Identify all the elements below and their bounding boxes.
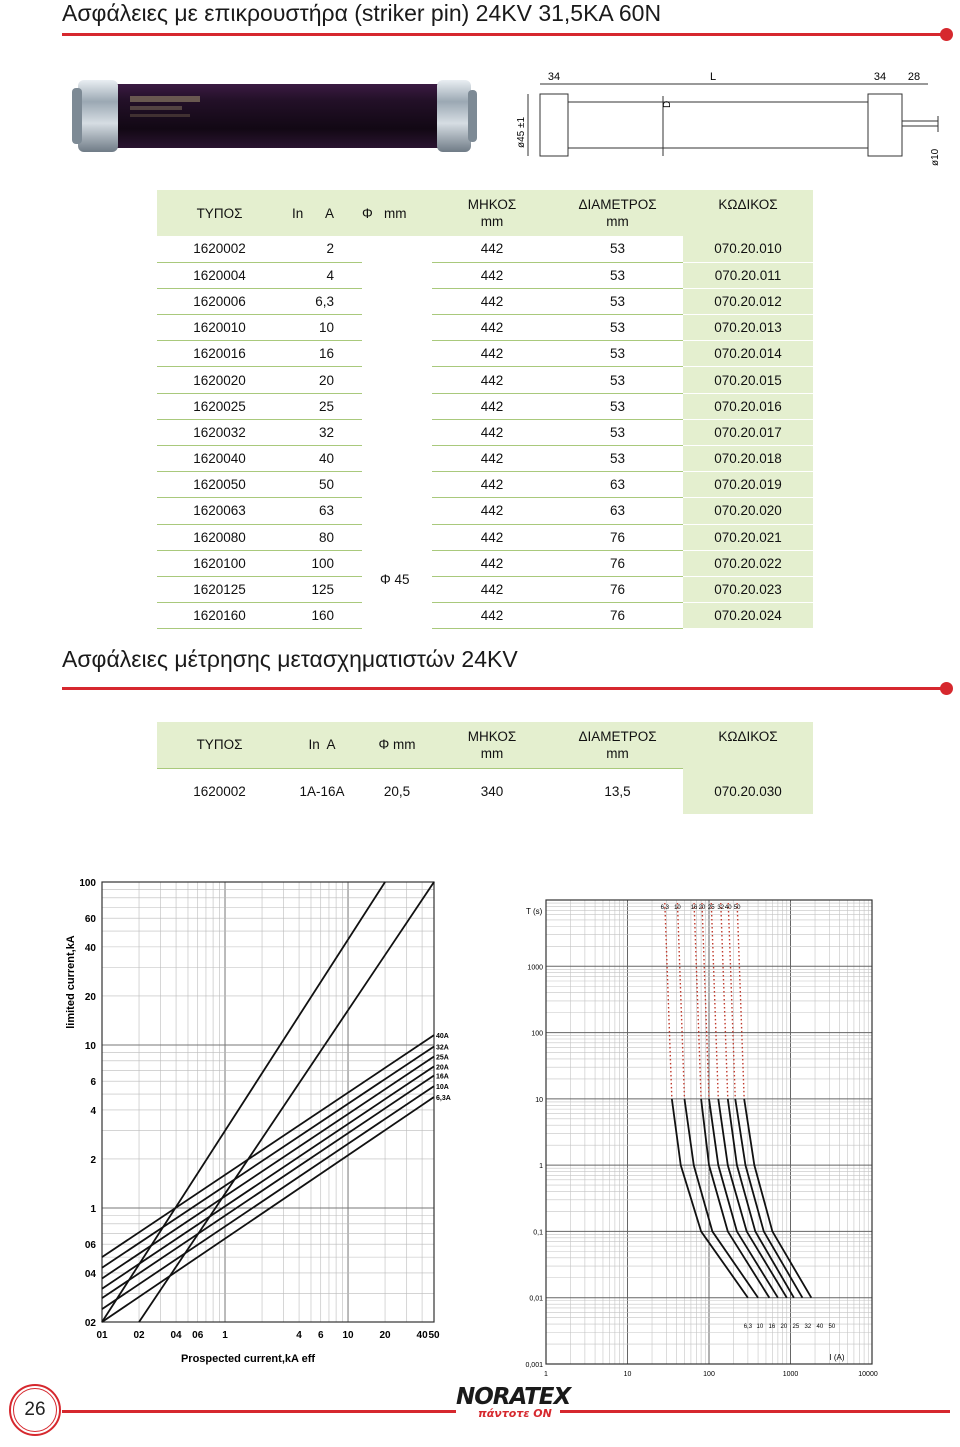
dimension-drawing (508, 66, 948, 176)
cell-type: 1620002 (157, 768, 282, 814)
x-tick-label: 1000 (782, 1371, 799, 1378)
time-current-chart-svg (510, 872, 902, 1378)
series-label-top: 20 (698, 905, 706, 911)
y-tick-label: 40 (84, 942, 96, 954)
y-tick-label: 4 (90, 1105, 96, 1117)
series-label-bottom: 20 (780, 1323, 788, 1330)
cell-in: 25 (282, 393, 362, 419)
logo-main-text: NORATEX (456, 1384, 571, 1410)
cell-type: 1620002 (157, 236, 282, 262)
x-tick-label: 40 (416, 1330, 428, 1341)
col-header-in: In A (282, 190, 362, 236)
cell-diameter: 53 (552, 393, 683, 419)
current-limiting-chart (62, 870, 451, 1370)
cell-code: 070.20.013 (683, 315, 813, 341)
y-tick-label: 06 (84, 1240, 96, 1252)
y-axis-label: T (s) (526, 907, 543, 916)
fuse-photo (72, 78, 477, 160)
series-label: 25A (436, 1054, 449, 1062)
cell-length: 442 (432, 367, 552, 393)
cell-diameter: 76 (552, 550, 683, 576)
cell-length: 442 (432, 550, 552, 576)
y-tick-label: 100 (531, 1030, 543, 1038)
x-tick-label: 10 (623, 1371, 632, 1378)
col-header-code: ΚΩΔΙΚΟΣ (683, 190, 813, 236)
page-number-badge (9, 1384, 61, 1436)
x-tick-label: 1 (222, 1330, 228, 1341)
table-row (157, 236, 813, 262)
cell-in: 4 (282, 262, 362, 288)
series-label: 16A (436, 1073, 449, 1081)
table-body (157, 236, 813, 629)
section-rule-dot (940, 682, 953, 695)
x-tick-label: 20 (379, 1330, 391, 1341)
section-rule (62, 687, 942, 690)
cell-code: 070.20.016 (683, 393, 813, 419)
cell-diameter: 53 (552, 367, 683, 393)
table-row (157, 576, 813, 602)
col-header-type: ΤΥΠΟΣ (157, 722, 282, 768)
col-header-phi: Φ mm (362, 722, 432, 768)
cell-type: 1620125 (157, 576, 282, 602)
x-tick-label: 50 (428, 1330, 440, 1341)
cell-type: 1620004 (157, 262, 282, 288)
dim-L: L (709, 71, 717, 83)
dim-phi45: ø45 ±1 (516, 116, 527, 148)
series-label-bottom: 32 (804, 1323, 812, 1330)
series-label-bottom: 10 (756, 1323, 764, 1330)
current-limiting-chart-svg (62, 870, 451, 1370)
y-tick-label: 10 (84, 1041, 96, 1053)
cell-in: 160 (282, 603, 362, 629)
col-header-diameter: ΔΙΑΜΕΤΡΟΣ mm (552, 722, 683, 768)
cell-diameter: 53 (552, 262, 683, 288)
cell-diameter: 63 (552, 472, 683, 498)
y-tick-label: 6 (90, 1077, 96, 1089)
cell-diameter: 53 (552, 236, 683, 262)
y-tick-label: 0,01 (529, 1295, 543, 1303)
table-header-row (157, 190, 813, 236)
section-title-striker-fuses: Ασφάλειες με επικρουστήρα (striker pin) 24KV 31,5KA 60N (62, 0, 662, 26)
table-row (157, 367, 813, 393)
y-tick-label: 60 (84, 914, 96, 926)
dim-D: D (662, 100, 673, 108)
series-label-top: 25 (707, 905, 715, 911)
x-axis-label: I (A) (829, 1353, 845, 1362)
series-label: 10A (436, 1084, 449, 1092)
series-label-top: 32 (717, 905, 725, 911)
cell-diameter: 13,5 (552, 768, 683, 814)
cell-in: 32 (282, 419, 362, 445)
series-curve (709, 1099, 778, 1298)
table-row (157, 315, 813, 341)
y-axis-label: limited current,kA (65, 935, 77, 1029)
dim-phi10: ø10 (930, 148, 941, 166)
x-tick-label: 10000 (858, 1371, 878, 1378)
cell-diameter: 53 (552, 288, 683, 314)
table-row (157, 341, 813, 367)
cell-type: 1620040 (157, 446, 282, 472)
cell-length: 442 (432, 315, 552, 341)
cell-code: 070.20.014 (683, 341, 813, 367)
dim-34-left: 34 (547, 71, 561, 83)
cell-in: 2 (282, 236, 362, 262)
col-header-in: In A (282, 722, 362, 768)
y-tick-label: 1 (539, 1163, 543, 1171)
striker-fuse-table (157, 190, 813, 629)
cell-code: 070.20.012 (683, 288, 813, 314)
cell-in: 50 (282, 472, 362, 498)
cell-type: 1620050 (157, 472, 282, 498)
cell-diameter: 53 (552, 446, 683, 472)
cell-diameter: 53 (552, 341, 683, 367)
cell-code: 070.20.023 (683, 576, 813, 602)
series-label-top: 10 (674, 905, 681, 911)
table-row (157, 498, 813, 524)
cell-code: 070.20.010 (683, 236, 813, 262)
col-header-code: ΚΩΔΙΚΟΣ (683, 722, 813, 768)
table-row (157, 768, 813, 814)
cell-type: 1620016 (157, 341, 282, 367)
cell-length: 442 (432, 446, 552, 472)
series-line (102, 1057, 434, 1279)
cell-type: 1620010 (157, 315, 282, 341)
page-number: 26 (24, 1399, 46, 1420)
x-tick-label: 02 (133, 1330, 145, 1341)
cell-diameter: 53 (552, 315, 683, 341)
cell-length: 442 (432, 393, 552, 419)
cell-length: 442 (432, 603, 552, 629)
cell-in: 10 (282, 315, 362, 341)
series-label-top: 40 (724, 905, 732, 911)
y-tick-label: 100 (79, 878, 96, 889)
table-row (157, 419, 813, 445)
cell-type: 1620100 (157, 550, 282, 576)
x-tick-label: 04 (170, 1330, 182, 1341)
x-axis-label: Prospected current,kA eff (180, 1353, 316, 1365)
cell-code: 070.20.024 (683, 603, 813, 629)
cell-length: 442 (432, 288, 552, 314)
cell-length: 442 (432, 498, 552, 524)
cell-type: 1620020 (157, 367, 282, 393)
cell-code: 070.20.015 (683, 367, 813, 393)
cell-type: 1620006 (157, 288, 282, 314)
cell-diameter: 76 (552, 524, 683, 550)
cell-length: 442 (432, 341, 552, 367)
series-line (102, 1046, 434, 1267)
x-tick-label: 10 (342, 1330, 354, 1341)
table-row (157, 550, 813, 576)
logo-sub-text: πάντοτε ON (478, 1407, 552, 1420)
cell-phi: Φ 45 (380, 572, 410, 587)
cell-in: 63 (282, 498, 362, 524)
x-tick-label: 06 (192, 1330, 204, 1341)
cell-in: 1A-16A (282, 768, 362, 814)
cell-diameter: 76 (552, 576, 683, 602)
cell-type: 1620025 (157, 393, 282, 419)
cell-code: 070.20.021 (683, 524, 813, 550)
cell-length: 442 (432, 576, 552, 602)
cell-length: 442 (432, 472, 552, 498)
cell-type: 1620080 (157, 524, 282, 550)
cell-length: 340 (432, 768, 552, 814)
col-header-type: ΤΥΠΟΣ (157, 190, 282, 236)
col-header-phi: Φ mm (362, 190, 432, 236)
series-label-bottom: 50 (828, 1323, 836, 1330)
y-tick-label: 04 (84, 1268, 96, 1280)
cell-type: 1620063 (157, 498, 282, 524)
asymptote-line (139, 882, 434, 1322)
cell-code: 070.20.017 (683, 419, 813, 445)
table-row (157, 288, 813, 314)
table-row (157, 393, 813, 419)
table-row (157, 262, 813, 288)
cell-length: 442 (432, 524, 552, 550)
table-row (157, 524, 813, 550)
table-row (157, 603, 813, 629)
table-row (157, 472, 813, 498)
series-label-bottom: 40 (816, 1323, 824, 1330)
cell-code: 070.20.019 (683, 472, 813, 498)
y-tick-label: 0,1 (533, 1229, 543, 1237)
cell-diameter: 63 (552, 498, 683, 524)
cell-code: 070.20.030 (683, 768, 813, 814)
series-label-bottom: 16 (768, 1323, 776, 1330)
y-tick-label: 02 (84, 1318, 96, 1329)
col-header-length: ΜΗΚΟΣ mm (432, 722, 552, 768)
cell-type: 1620160 (157, 603, 282, 629)
cell-length: 442 (432, 262, 552, 288)
cell-diameter: 76 (552, 603, 683, 629)
cell-in: 6,3 (282, 288, 362, 314)
x-tick-label: 01 (96, 1330, 108, 1341)
series-label: 32A (436, 1044, 449, 1052)
series-label-top: 50 (733, 905, 741, 911)
cell-in: 125 (282, 576, 362, 602)
cell-in: 100 (282, 550, 362, 576)
cell-in: 40 (282, 446, 362, 472)
x-tick-label: 6 (317, 1330, 324, 1341)
series-label-top: 16 (690, 905, 698, 911)
x-tick-label: 4 (296, 1330, 302, 1341)
series-label: 6,3A (436, 1094, 451, 1102)
series-label-bottom: 6,3 (743, 1323, 753, 1330)
dim-28: 28 (907, 71, 921, 83)
series-line (102, 1086, 434, 1309)
y-tick-label: 20 (84, 991, 96, 1003)
time-current-chart (510, 872, 902, 1378)
x-tick-label: 1 (544, 1371, 548, 1378)
x-tick-label: 100 (703, 1371, 715, 1378)
series-line (102, 1066, 434, 1288)
y-tick-label: 1000 (527, 964, 543, 972)
cell-code: 070.20.020 (683, 498, 813, 524)
section-rule-dot (940, 28, 953, 41)
table-row (157, 446, 813, 472)
series-label: 40A (436, 1033, 449, 1041)
y-tick-label: 1 (90, 1204, 96, 1216)
dim-34-right: 34 (873, 71, 887, 83)
series-label-bottom: 25 (792, 1323, 800, 1330)
col-header-length: ΜΗΚΟΣ mm (432, 190, 552, 236)
col-header-diameter: ΔΙΑΜΕΤΡΟΣ mm (552, 190, 683, 236)
cell-diameter: 53 (552, 419, 683, 445)
section-title-metering-fuses: Ασφάλειες μέτρησης μετασχηματιστών 24KV (62, 646, 518, 672)
section-rule (62, 33, 942, 36)
cell-in: 20 (282, 367, 362, 393)
cell-length: 442 (432, 419, 552, 445)
table-header-row (157, 722, 813, 768)
cell-length: 442 (432, 236, 552, 262)
cell-type: 1620032 (157, 419, 282, 445)
y-tick-label: 10 (535, 1096, 543, 1104)
cell-code: 070.20.011 (683, 262, 813, 288)
y-tick-label: 2 (90, 1154, 96, 1166)
cell-in: 80 (282, 524, 362, 550)
cell-phi: 20,5 (362, 768, 432, 814)
noratex-logo (456, 1384, 571, 1430)
metering-fuse-table (157, 722, 813, 814)
cell-code: 070.20.018 (683, 446, 813, 472)
series-line (102, 1076, 434, 1299)
cell-in: 16 (282, 341, 362, 367)
cell-code: 070.20.022 (683, 550, 813, 576)
series-label: 20A (436, 1064, 449, 1072)
y-tick-label: 0,001 (525, 1362, 543, 1369)
series-label-top: 6,3 (660, 905, 669, 911)
